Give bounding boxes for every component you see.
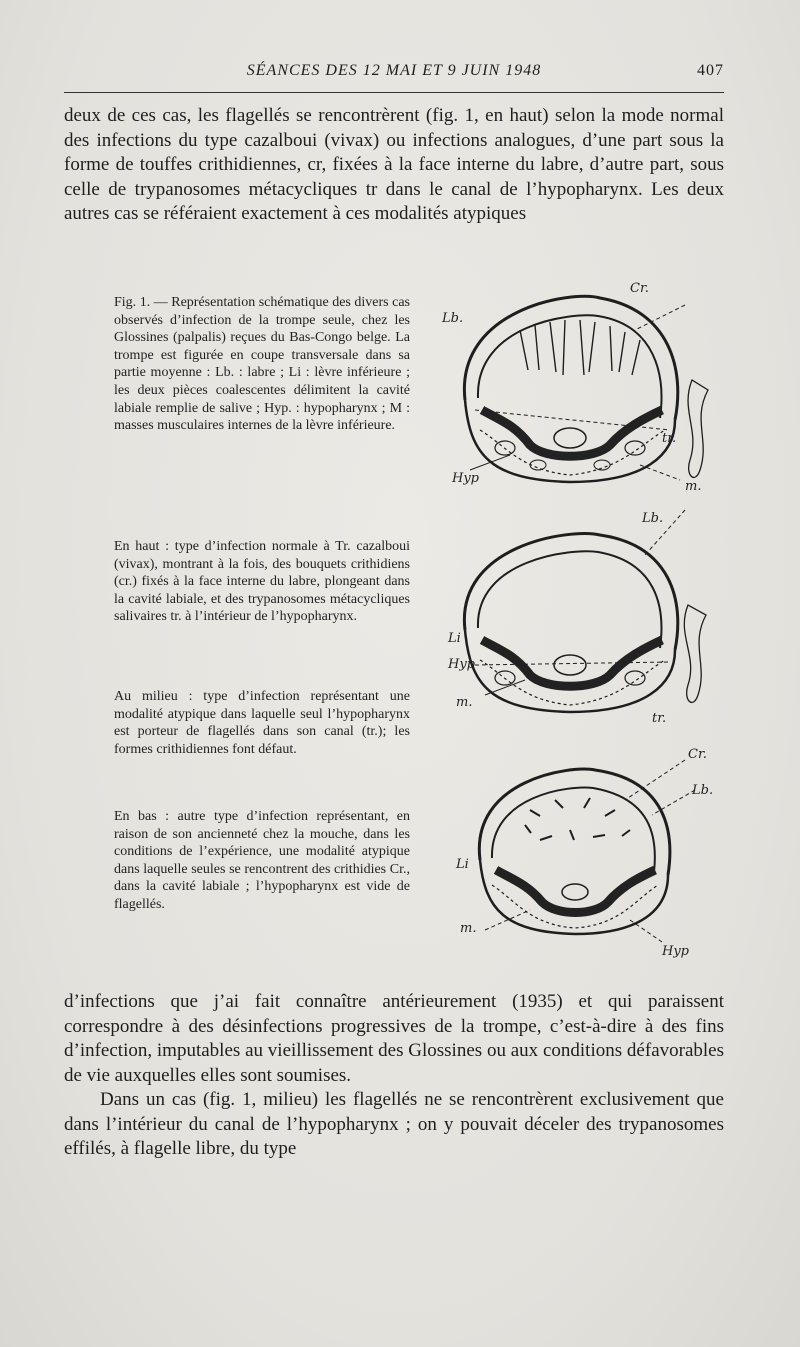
label-bot-lb: Lb. bbox=[692, 783, 714, 798]
running-header bbox=[64, 60, 724, 86]
figure-proboscis-sections bbox=[430, 270, 730, 970]
label-top-hyp: Hyp bbox=[452, 471, 480, 486]
label-top-lb: Lb. bbox=[442, 311, 464, 326]
body-paragraph-bottom bbox=[64, 990, 724, 1162]
page-number: 407 bbox=[697, 62, 724, 79]
label-top-cr: Cr. bbox=[630, 281, 649, 296]
caption-en-bas: En bas : autre type d’infection représentant, en raison de son ancienneté chez la mouche, dans les conditions de l’expérience, une modalité atypique dans laquelle seules se rencontrent des crithidies Cr., dans la cavité labiale ; l’hypopharynx est vide de flagellés. bbox=[114, 809, 410, 912]
label-mid-lb: Lb. bbox=[642, 511, 664, 526]
caption-en-haut: En haut : type d’infection normale à Tr. cazalboui (vivax), montrant à la fois, des bouquets crithidiens (cr.) fixés à la face interne du labre, plongeant dans la cavité labiale, et des trypanosomes métacycliques salivaires tr. à l’intérieur de l’hypopharynx. bbox=[114, 539, 410, 625]
label-top-m: m. bbox=[685, 479, 702, 494]
section-bottom bbox=[479, 760, 695, 942]
body-paragraph-top bbox=[64, 104, 724, 227]
label-mid-m: m. bbox=[456, 695, 473, 710]
paragraph-text: d’infections que j’ai fait connaître antérieurement (1935) et qui paraissent correspondre à des désinfections progressives de la trompe, c’est-à-dire à des fins d’infection, imputables au vieillissement des Glossines ou aux conditions défavorables de vie auxquelles elles sont soumises. bbox=[64, 991, 724, 1086]
paragraph-text: deux de ces cas, les flagellés se rencontrèrent (fig. 1, en haut) selon la mode normal des infections du type cazalboui (vivax) ou infections analogues, d’une part sous la forme de touffes crithidiennes, cr, fixées à la face interne du labre, d’autre part, sous celle de trypanosomes métacycliques tr dans le canal de l’hypopharynx. Les deux autres cas se référaient exactement à ces modalités atypiques bbox=[64, 105, 724, 224]
figure-caption: Fig. 1. — Représentation schématique des divers cas observés d’infection de la trompe seule, chez les Glossines (palpalis) reçues du Bas-Congo belge. La trompe est figurée en coupe transversale dans sa partie moyenne : Lb. : labre ; Li : lèvre inférieure ; les deux pièces coalescentes délimitent la cavité labiale remplie de salive ; Hyp. : hypopharynx ; M : masses musculaires internes de la lèvre inférieure. bbox=[114, 295, 410, 434]
section-middle bbox=[464, 510, 706, 712]
running-title: SÉANCES DES 12 MAI ET 9 JUIN 1948 bbox=[246, 62, 542, 79]
label-top-tr: tr. bbox=[662, 431, 677, 446]
label-bot-hyp: Hyp bbox=[662, 944, 690, 959]
caption-au-milieu: Au milieu : type d’infection représentant une modalité atypique dans laquelle seul l’hypopharynx est porteur de flagellés dans son canal (tr.); les formes crithidiennes font défaut. bbox=[114, 689, 410, 757]
section-top bbox=[464, 296, 708, 482]
label-bot-cr: Cr. bbox=[688, 747, 707, 762]
header-rule bbox=[64, 92, 724, 93]
label-mid-tr: tr. bbox=[652, 711, 667, 726]
label-mid-hyp: Hyp bbox=[448, 657, 476, 672]
label-bot-m: m. bbox=[460, 921, 477, 936]
label-mid-li: Li bbox=[448, 631, 461, 646]
figure-drawing bbox=[430, 270, 730, 970]
label-bot-li: Li bbox=[456, 857, 469, 872]
paragraph-text: Dans un cas (fig. 1, milieu) les flagellés ne se rencontrèrent exclusivement que dans l’intérieur du canal de l’hypopharynx ; on y pouvait déceler des trypanosomes effilés, à flagelle libre, du type bbox=[64, 1089, 724, 1159]
